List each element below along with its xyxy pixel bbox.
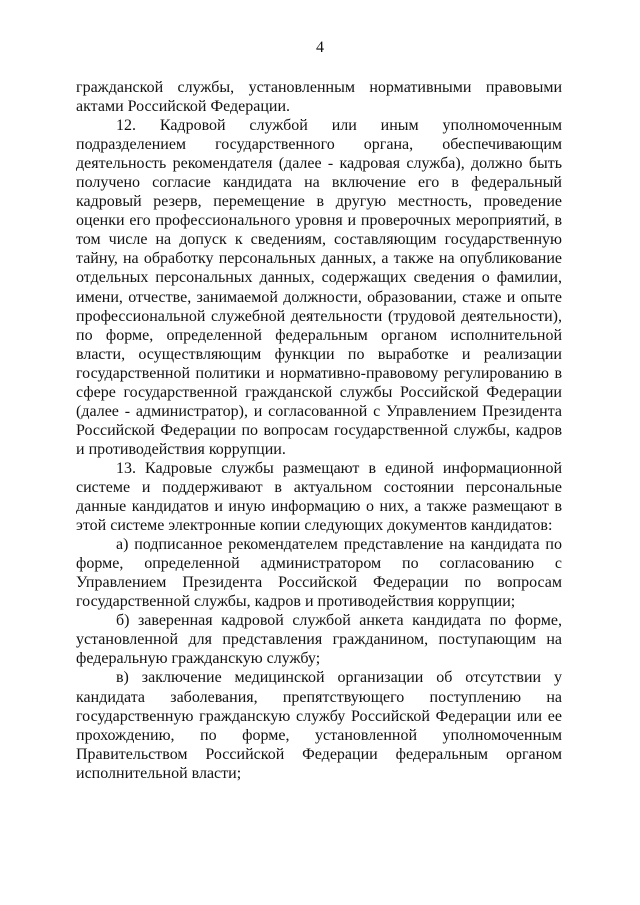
paragraph-subitem-v: в) заключение медицинской организации об отсутствии у кандидата заболевания, препятствующего поступлению на государственную гражданскую службу Российской Федерации или ее прохождению, по форме, установленной уполномоченным Правительством Российской Федерации федеральным органом исполнительной власти;	[76, 669, 562, 782]
document-body	[76, 78, 562, 783]
paragraph-subitem-b: б) заверенная кадровой службой анкета кандидата по форме, установленной для представления гражданином, поступающим на федеральную гражданскую службу;	[76, 612, 562, 668]
paragraph-subitem-a: а) подписанное рекомендателем представление на кандидата по форме, определенной администратором по согласованию с Управлением Президента Российской Федерации по вопросам государственной службы, кадров и противодействия коррупции;	[76, 536, 562, 611]
page-number: 4	[316, 39, 324, 56]
paragraph-item-13: 13. Кадровые службы размещают в единой информационной системе и поддерживают в актуальном состоянии персональные данные кандидатов и иную информацию о них, а также размещают в этой системе электронные копии следующих документов кандидатов:	[76, 459, 562, 535]
paragraph-continuation: гражданской службы, установленным нормативными правовыми актами Российской Федерации.	[76, 79, 562, 116]
paragraph-item-12: 12. Кадровой службой или иным уполномоченным подразделением государственного органа, обеспечивающим деятельность рекомендателя (далее - кадровая служба), должно быть получено согласие кандидата на включение его в федеральный кадровый резерв, перемещение в другую местность, проведение оценки его профессионального уровня и проверочных мероприятий, в том числе на допуск к сведениям, составляющим государственную тайну, на обработку персональных данных, а также на опубликование отдельных персональных данных, содержащих сведения о фамилии, имени, отчестве, занимаемой должности, образовании, стаже и опыте профессиональной служебной деятельности (трудовой деятельности), по форме, определенной федеральным органом исполнительной власти, осуществляющим функции по выработке и реализации государственной политики и нормативно-правовому регулированию в сфере государственной гражданской службы Российской Федерации (далее - администратор), и согласованной с Управлением Президента Российской Федерации по вопросам государственной службы, кадров и противодействия коррупции.	[76, 117, 562, 458]
